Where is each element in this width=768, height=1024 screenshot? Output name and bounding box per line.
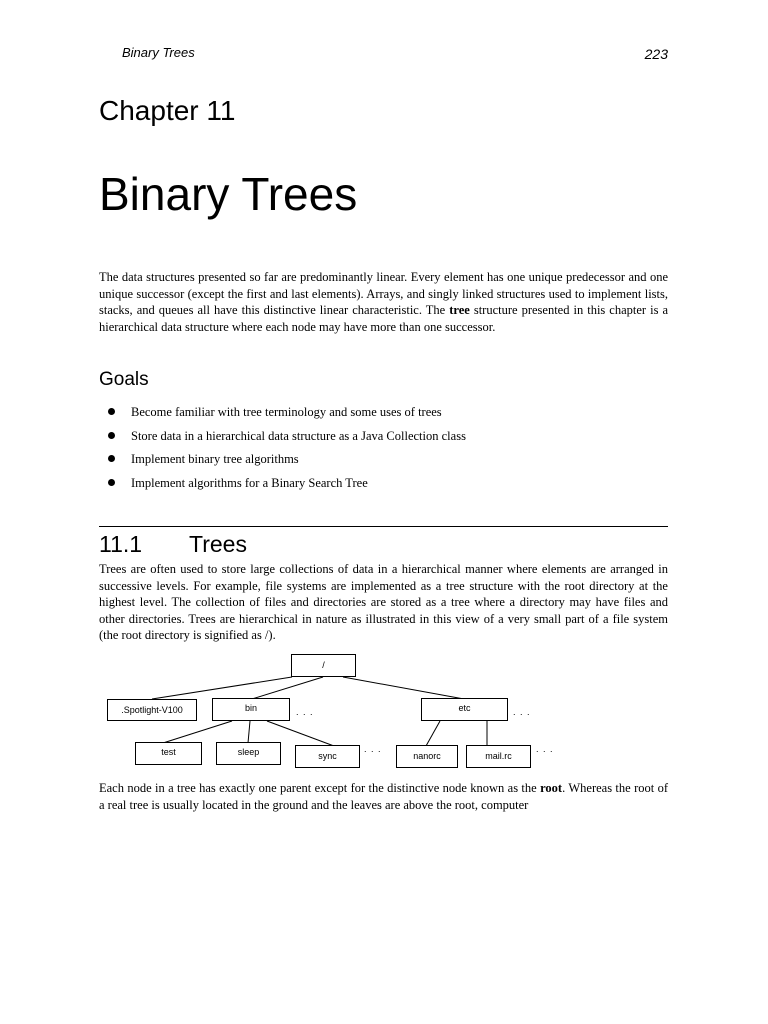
goal-text: Store data in a hierarchical data structure as a Java Collection class [131,428,466,443]
tree-node-sync: sync [295,745,360,768]
bullet-icon [108,432,115,439]
tree-node-sleep: sleep [216,742,281,765]
goal-item [100,474,466,498]
sync-ellipsis: . . . [364,744,382,754]
tree-node-spotlight: .Spotlight-V100 [107,699,197,721]
etc-ellipsis: . . . [513,707,531,717]
goals-list [100,403,466,497]
tree-node-root: / [291,654,356,677]
bullet-icon [108,455,115,462]
edge-bin-test [163,721,232,743]
edge-bin-sleep [248,721,250,743]
intro-paragraph [99,269,668,335]
intro-text-end: structure presented in this chapter is a hierarchical data structure where each node may have more than one successor. [99,303,668,334]
section-number: 11.1 [99,531,143,557]
trees-paragraph: Trees are often used to store large collections of data in a hierarchical manner where elements are arranged in successive levels. For example, file systems are implemented as a tree structure with the root directory at the highest level. The collection of files and directories are stored as a tree where a directory may have files and other directories. Trees are hierarchical in nature as illustrated in this view of a very small part of a file system (the root directory is signified as /). [99,562,668,642]
file-system-tree-diagram [0,640,768,780]
intro-text-start: The data structures presented so far are predominantly linear. Every element has one unique predecessor and one unique successor (except the first and last elements). Arrays, and singly linked structures used to implement lists, stacks, and queues all have this distinctive linear characteristic. The [99,270,668,317]
edge-root-bin [252,677,323,699]
outro-text-start: Each node in a tree has exactly one parent except for the distinctive node known as the [99,781,541,795]
edge-root-spotlight [152,677,292,699]
goal-item [100,403,466,427]
section-divider [99,526,668,527]
goal-text: Become familiar with tree terminology and some uses of trees [131,405,442,419]
section-heading [99,530,247,558]
section-title: Trees [189,531,247,557]
goal-text: Implement binary tree algorithms [131,452,299,466]
chapter-title: Binary Trees [99,168,358,220]
intro-bold-term: tree [449,303,470,317]
bullet-icon [108,408,115,415]
edge-etc-nanorc [426,721,440,746]
running-head: Binary Trees [122,45,195,60]
mailrc-ellipsis: . . . [536,744,554,754]
tree-node-etc: etc [421,698,508,721]
tree-node-mailrc: mail.rc [466,745,531,768]
edge-root-etc [343,677,464,699]
goal-item [100,450,466,474]
bullet-icon [108,479,115,486]
outro-text-end: . Whereas the root of a real tree is usually located in the ground and the leaves are above the root, computer [99,781,668,812]
tree-node-bin: bin [212,698,290,721]
tree-node-test: test [135,742,202,765]
goals-heading: Goals [99,369,149,390]
outro-bold-term: root [540,781,563,795]
goal-text: Implement algorithms for a Binary Search Tree [131,475,368,490]
tree-node-nanorc: nanorc [396,745,458,768]
goal-item [100,427,466,451]
bin-ellipsis: . . . [296,707,314,717]
outro-paragraph [99,780,668,813]
chapter-label: Chapter 11 [99,95,236,126]
page-number: 223 [644,46,668,62]
